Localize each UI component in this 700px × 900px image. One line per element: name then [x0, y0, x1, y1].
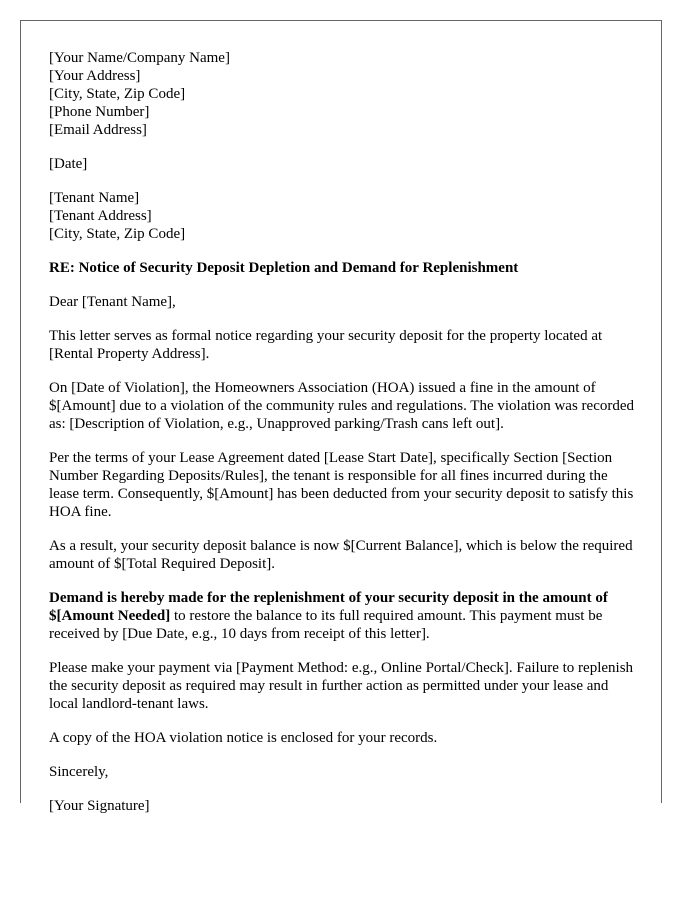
paragraph-enclosure: A copy of the HOA violation notice is enclosed for your records. — [49, 730, 438, 746]
paragraph-balance: As a result, your security deposit balance is now $[Current Balance], which is below the required amount of $[Total Required Deposit]. — [49, 538, 633, 572]
signature-placeholder: [Your Signature] — [49, 798, 150, 814]
salutation: Dear [Tenant Name], — [49, 294, 176, 310]
demand-statement: Demand is hereby made for the replenishment of your security deposit in the amount of $[Amount Needed] — [49, 590, 608, 624]
demand-details: to restore the balance to its full required amount. This payment must be received by [Due Date, e.g., 10 days from receipt of this letter]. — [49, 608, 603, 642]
tenant-name: [Tenant Name] — [49, 190, 140, 206]
recipient-address-block — [49, 189, 641, 243]
sender-city-state-zip: [City, State, Zip Code] — [49, 86, 186, 102]
letter-content — [49, 49, 641, 831]
paragraph-payment: Please make your payment via [Payment Method: e.g., Online Portal/Check]. Failure to replenish the security deposit as required may result in further action as permitted under your lease and local landlord-tenant laws. — [49, 660, 634, 712]
paragraph-lease-terms: Per the terms of your Lease Agreement dated [Lease Start Date], specifically Section [Section Number Regarding Deposits/Rules], the tenant is responsible for all fines incurred during the lease term. Consequently, $[Amount] has been deducted from your security deposit to satisfy this HOA fine. — [49, 450, 634, 520]
tenant-address: [Tenant Address] — [49, 208, 152, 224]
sender-name: [Your Name/Company Name] — [49, 50, 230, 66]
date-block — [49, 155, 641, 173]
letter-page — [20, 20, 662, 814]
subject-line: RE: Notice of Security Deposit Depletion and Demand for Replenishment — [49, 260, 519, 276]
tenant-city-state-zip: [City, State, Zip Code] — [49, 226, 186, 242]
paragraph-notice: This letter serves as formal notice regarding your security deposit for the property located at [Rental Property Address]. — [49, 328, 603, 362]
sender-email: [Email Address] — [49, 122, 147, 138]
closing: Sincerely, — [49, 764, 109, 780]
paragraph-demand — [49, 589, 641, 643]
sender-phone: [Phone Number] — [49, 104, 150, 120]
paragraph-violation: On [Date of Violation], the Homeowners Association (HOA) issued a fine in the amount of $[Amount] due to a violation of the community rules and regulations. The violation was recorded as: [Description of Violation, e.g., Unapproved parking/Trash cans left out]. — [49, 380, 634, 432]
letter-date: [Date] — [49, 156, 88, 172]
sender-address: [Your Address] — [49, 68, 141, 84]
sender-address-block — [49, 49, 641, 139]
